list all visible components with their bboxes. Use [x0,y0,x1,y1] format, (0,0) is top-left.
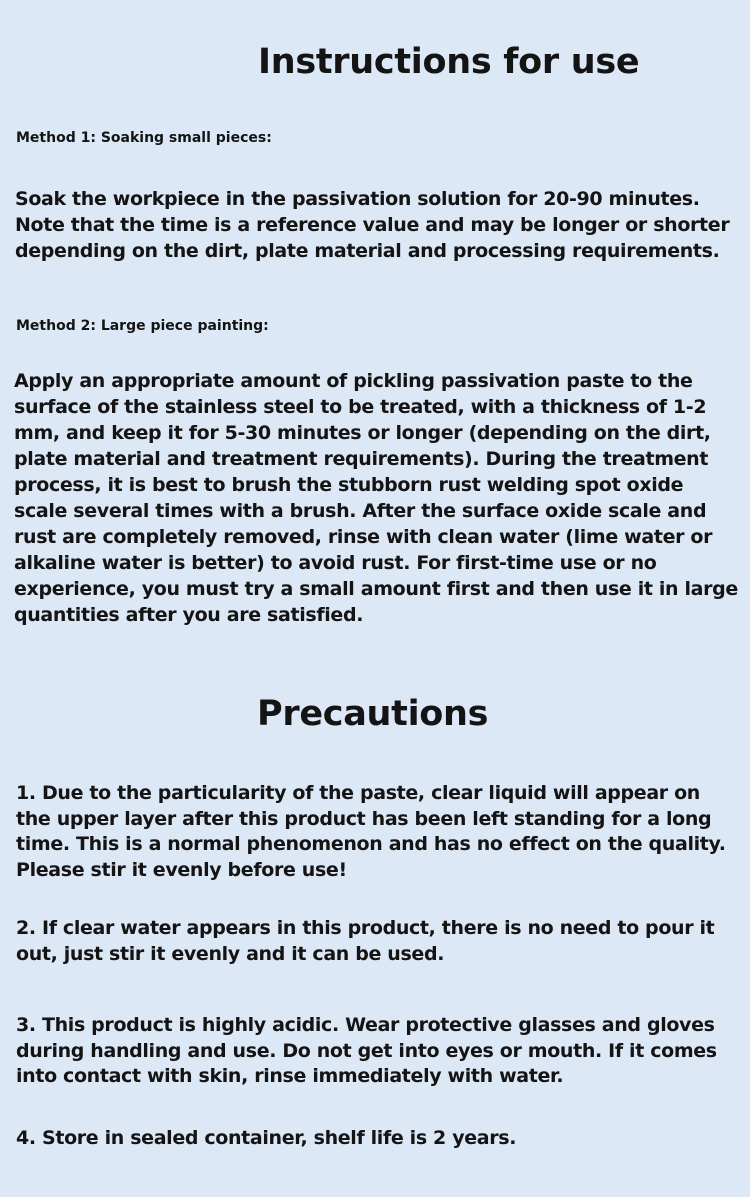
method1-text: Soak the workpiece in the passivation solution for 20-90 minutes. Note that the time is a reference value and may be longer or shorter depending on the dirt, plate material and processing requirements. [15,188,730,262]
instructions-title: Instructions for use [258,42,640,82]
precaution-item-2: 2. If clear water appears in this product, there is no need to pour it out, just stir it evenly and it can be used. [16,917,715,965]
precaution-item-3: 3. This product is highly acidic. Wear protective glasses and gloves during handling and use. Do not get into eyes or mouth. If it comes into contact with skin, rinse immediately with water. [16,1014,717,1088]
method1-heading: Method 1: Soaking small pieces: [16,130,272,146]
method2-text: Apply an appropriate amount of pickling passivation paste to the surface of the stainless steel to be treated, with a thickness of 1-2 mm, and keep it for 5-30 minutes or longer (depending on the dirt, plate material and treatment requirements). During the treatment process, it is best to brush the stubborn rust welding spot oxide scale several times with a brush. After the surface oxide scale and rust are completely removed, rinse with clean water (lime water or alkaline water is better) to avoid rust. For first-time use or no experience, you must try a small amount first and then use it in large quantities after you are satisfied. [14,370,738,626]
precaution-item-1: 1. Due to the particularity of the paste, clear liquid will appear on the upper layer after this product has been left standing for a long time. This is a normal phenomenon and has no effect on the quality. Please stir it evenly before use! [16,782,726,882]
precaution-item-4: 4. Store in sealed container, shelf life is 2 years. [16,1127,517,1149]
precautions-title: Precautions [257,694,489,734]
method2-heading: Method 2: Large piece painting: [16,318,269,334]
